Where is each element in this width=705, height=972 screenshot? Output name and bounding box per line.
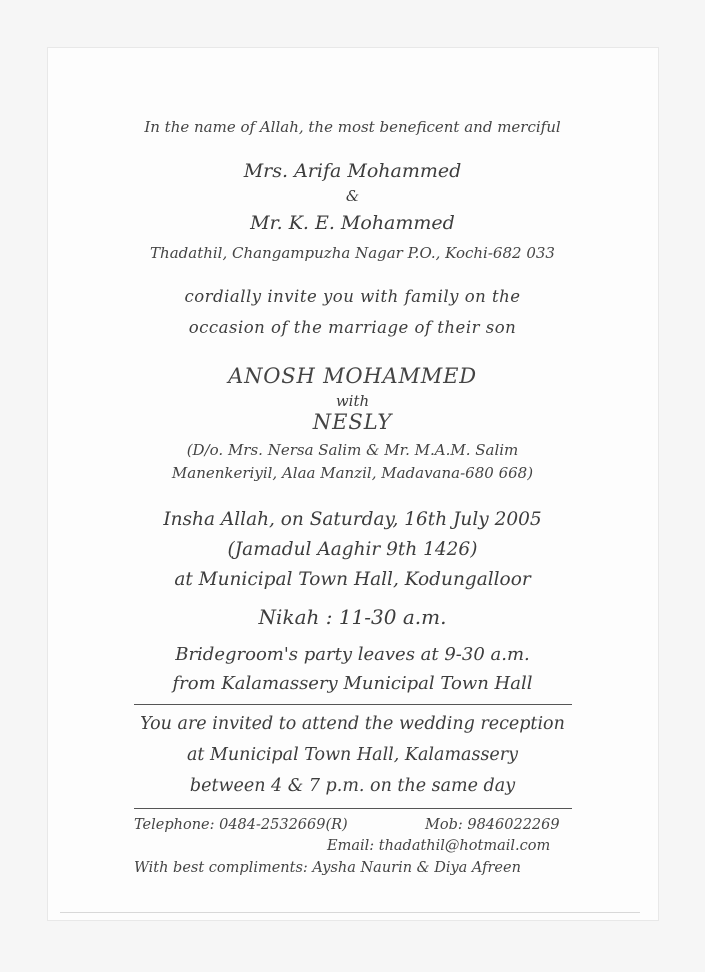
compliments: With best compliments: Aysha Naurin & Diya Afreen — [134, 860, 521, 876]
bride-name: NESLY — [312, 410, 393, 434]
party-line-1: Bridegroom's party leaves at 9-30 a.m. — [175, 644, 530, 665]
hijri-date: (Jamadul Aaghir 9th 1426) — [227, 539, 478, 560]
divider-bottom — [134, 808, 572, 809]
divider-top — [134, 704, 572, 705]
host-mr: Mr. K. E. Mohammed — [250, 212, 455, 234]
date-line: Insha Allah, on Saturday, 16th July 2005 — [163, 509, 542, 530]
bride-address: Manenkeriyil, Alaa Manzil, Madavana-680 668) — [171, 464, 534, 482]
opening-line: In the name of Allah, the most beneficent and merciful — [144, 118, 561, 136]
email: Email: thadathil@hotmail.com — [327, 838, 551, 854]
host-address: Thadathil, Changampuzha Nagar P.O., Kochi-682 033 — [150, 244, 555, 262]
bride-parents: (D/o. Mrs. Nersa Salim & Mr. M.A.M. Salim — [186, 441, 519, 459]
telephone: Telephone: 0484-2532669(R) — [134, 817, 348, 833]
invite-line-2: occasion of the marriage of their son — [188, 318, 517, 337]
mobile: Mob: 9846022269 — [425, 817, 560, 833]
venue-line: at Municipal Town Hall, Kodungalloor — [174, 569, 531, 590]
host-mrs: Mrs. Arifa Mohammed — [243, 160, 462, 182]
card-edge — [60, 912, 640, 913]
groom-name: ANOSH MOHAMMED — [228, 364, 477, 388]
party-line-2: from Kalamassery Municipal Town Hall — [172, 673, 533, 694]
reception-line-3: between 4 & 7 p.m. on the same day — [189, 776, 516, 796]
reception-line-2: at Municipal Town Hall, Kalamassery — [186, 745, 519, 765]
invite-line-1: cordially invite you with family on the — [184, 287, 521, 306]
host-ampersand: & — [345, 187, 360, 205]
nikah-time: Nikah : 11-30 a.m. — [258, 605, 447, 629]
reception-line-1: You are invited to attend the wedding reception — [140, 714, 565, 734]
with-label: with — [335, 392, 370, 410]
